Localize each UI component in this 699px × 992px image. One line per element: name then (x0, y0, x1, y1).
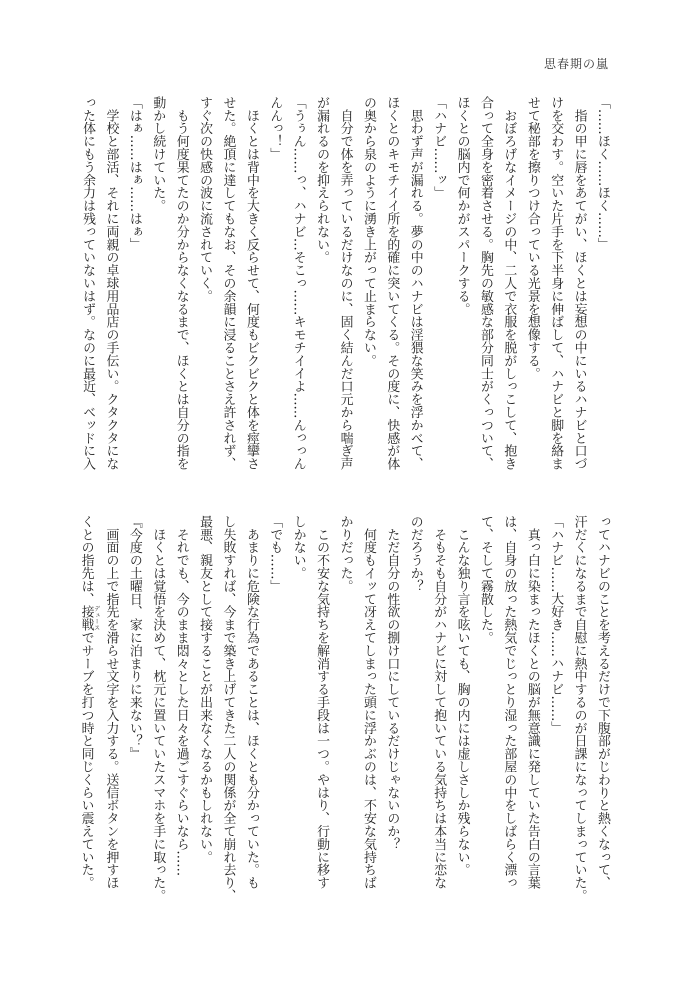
text-column: 汗だくになるまで自慰に熱中するのが日課になってしまっていた。 (571, 515, 587, 902)
text-column: もう何度果てたのか分からなくなるまで、ほくとは自分の指を (173, 96, 189, 471)
text-column: 合って全身を密着させる。胸先の敏感な部分同士がくっついて、 (477, 96, 493, 471)
text-column: それでも、今のまま悶々とした日々を過ごすぐらいなら…… (173, 515, 189, 877)
text-column: 自分で体を弄っているだけなのに、固く結んだ口元から喘ぎ声 (337, 96, 353, 471)
ruby-reading: デュース (92, 605, 100, 632)
text-column: 「……ほく……ほく……」 (595, 96, 610, 251)
text-column: 『今度の土曜日、家に泊まりに来ない？』 (126, 515, 142, 761)
text-column: おぼろげなイメージの中、二人で衣服を脱がしっこして、抱き (501, 96, 517, 471)
text-column-last (74, 515, 99, 895)
text-segment: くとの指先は、 (78, 515, 94, 606)
text-column: が漏れるのを抑えられない。 (314, 96, 330, 264)
ruby-base: 接戦 (78, 605, 94, 632)
text-block-bottom (74, 515, 614, 902)
running-head: 思春期の嵐 (543, 57, 609, 71)
text-column: すぐ次の快感の波に流されていく。 (197, 96, 213, 303)
text-block-top (74, 96, 614, 476)
text-column: せた。絶頂に達してもなお、その余韻に浸ることさえ許されず、 (220, 96, 236, 471)
text-column: ってハナビのことを考えるだけで下腹部がじわりと熱くなって、 (595, 515, 610, 890)
text-column: しかない。 (290, 515, 306, 580)
text-column: けを交わす。空いた片手を下半身に伸ばして、ハナビと脚を絡ま (548, 96, 564, 471)
text-column: は、自身の放った熱気でじっとり湿った部屋の中をしばらく漂っ (501, 515, 517, 890)
text-column: ほくとは覚悟を決めて、枕元に置いていたスマホを手に取った。 (150, 515, 166, 902)
text-column: ただ自分の性欲の捌け口にしているだけじゃないのか？ (384, 515, 400, 851)
text-column: ほくとは背中を大きく反らせて、何度もビクビクと体を痙攣さ (243, 96, 259, 471)
text-column: 「ハナビ……大好き……ハナビ……」 (548, 515, 564, 735)
text-column: 動かし続けていた。 (150, 96, 166, 213)
text-column: この不安な気持ちを解消する手段は一つ。やはり、行動に移す (314, 515, 330, 890)
text-column: 「でも……」 (267, 515, 283, 593)
text-column: 思わず声が漏れる。夢の中のハナビは淫猥な笑みを浮かべて、 (407, 96, 423, 471)
text-column: そもそも自分がハナビに対して抱いている気持ちは本当に恋な (431, 515, 447, 890)
text-column: んんっ！」 (267, 96, 283, 161)
ruby-word (78, 605, 100, 632)
text-column: 「ハナビ……ッ」 (431, 96, 447, 200)
text-column: ほくとの脳内で何かがスパークする。 (454, 96, 470, 316)
text-column: あまりに危険な行為であることは、ほくとも分かっていた。も (243, 515, 259, 890)
text-column: 最悪、親友として接することが出来なくなるかもしれない。 (197, 515, 213, 864)
text-column: ほくとのキモチイイ所を的確に突いてくる。その度に、快感が体 (384, 96, 400, 471)
text-column: の奥から泉のように湧き上がって止まらない。 (360, 96, 376, 367)
text-column: かりだった。 (337, 515, 353, 593)
text-segment: でサーブを打つ時と同じくらい震えていた。 (78, 631, 94, 890)
text-column: 何度もイッて冴えてしまった頭に浮かぶのは、不安な気持ちば (360, 515, 376, 890)
text-column: て、そして霧散した。 (477, 515, 493, 644)
text-column: 学校と部活、それに両親の卓球用品店の手伝い。クタクタにな (103, 96, 119, 471)
text-column: った体にもう余力は残っていないはず。なのに最近、ベッドに入 (80, 96, 96, 471)
text-column: 画面の上で指先を滑らせ文字を入力する。送信ボタンを押すほ (103, 515, 119, 890)
text-column: こんな独り言を呟いても、胸の内には虚しさしか残らない。 (454, 515, 470, 877)
text-column: のだろうか？ (407, 515, 423, 593)
text-column: せて秘部を擦りつけ合っている光景を想像する。 (524, 96, 540, 380)
text-column: 「はぁ……はぁ……はぁ」 (126, 96, 142, 251)
text-column: し失敗すれば、今まで築き上げてきた二人の関係が全て崩れ去り、 (220, 515, 236, 902)
text-column: 真っ白に染まったほくとの脳が無意識に発していた告白の言葉 (524, 515, 540, 890)
text-column: 「うぅん……っ、ハナビ…そこっ……キモチイイよ……んっっん (290, 96, 306, 471)
text-column: 指の甲に唇をあてがい、ほくとは妄想の中にいるハナビと口づ (571, 96, 587, 471)
